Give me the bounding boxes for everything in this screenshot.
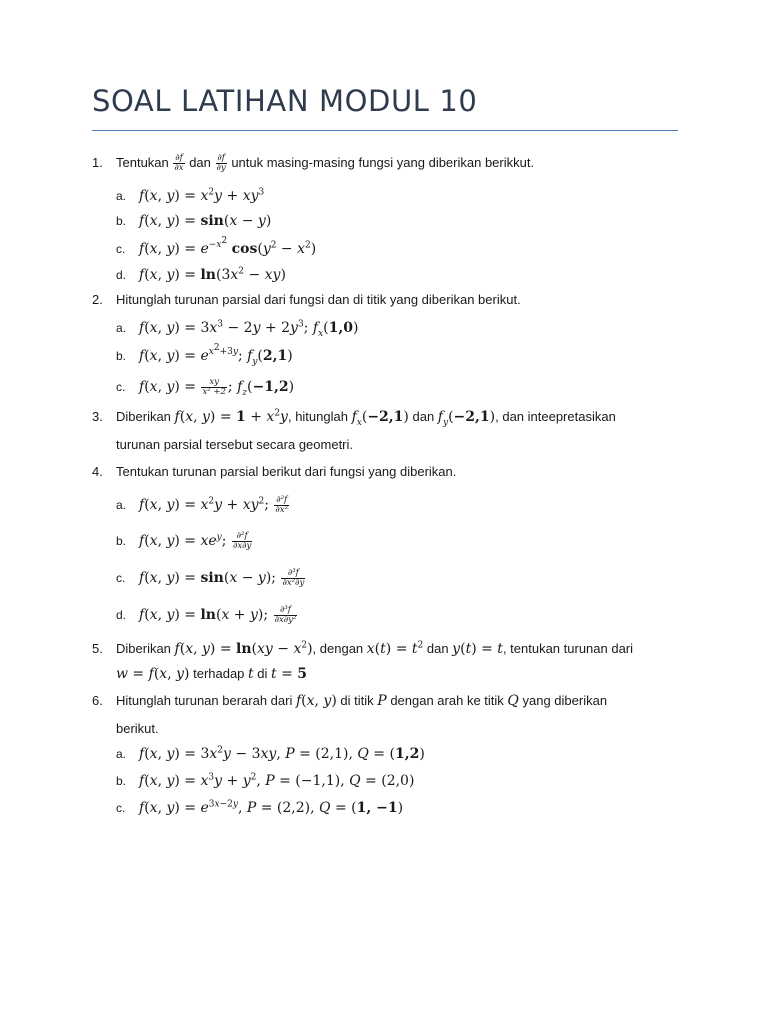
sub-item-letter: b. (116, 214, 127, 228)
sub-item-formula: f(x, $y) = x^3y + y^2$, P = (−1,1), Q = (2,0) (139, 772, 415, 789)
sub-item-letter: a. (116, 321, 127, 335)
problem-number: 5. (92, 641, 103, 656)
sub-item-formula: f(x, y) = $\frac{xy}{\text{x² +2}}$ ; $f_z(-1,2)$ (139, 376, 295, 398)
problem-number: 6. (92, 693, 103, 708)
sub-item-formula: f(x, y) = sin(x − y) (139, 213, 272, 229)
sub-item-formula: f(x, $y) = e^{-x^2}$ $\cos(y^2 - x^2)$ (139, 236, 317, 257)
sub-item-formula: f(x, y) = ln(x + y); $\frac{\text{∂³f}}{\text{∂x∂y²}}$ (139, 604, 297, 625)
problem-text: turunan parsial tersebut secara geometri. (116, 437, 354, 452)
page-title: SOAL LATIHAN MODUL 10 (92, 84, 478, 118)
sub-item-letter: d. (116, 268, 127, 282)
problem-text: Hitunglah turunan parsial dari fungsi dan di titik yang diberikan berikut. (116, 292, 521, 307)
problem-text: berikut. (116, 721, 159, 736)
sub-item-letter: a. (116, 189, 127, 203)
problem-text: Tentukan $\frac{\partial f}{\partial x}$ dan $\frac{\partial f}{\partial y}$ untuk masing-masing fungsi yang diberikan berikkut. (116, 153, 535, 174)
sub-item-formula: f(x, $y) = xe^y$; $\frac{\text{∂²f}}{\partial x\partial y}$ (139, 530, 252, 551)
sub-item-formula: f(x, $y) = 3x^3 - 2y + 2y^3$; $f_x(1,0)$ (139, 319, 359, 339)
sub-item-formula: f(x, $y) = e^{x^2+3y}$; $f_y(2,1)$ (139, 343, 293, 367)
sub-item-letter: a. (116, 498, 127, 512)
sub-item-formula: f(x, $y) = e^{3x-2y}$, P = (2,2), Q = (1, −1) (139, 799, 404, 816)
problem-text: Tentukan turunan parsial berikut dari fungsi yang diberikan. (116, 464, 457, 479)
sub-item-letter: c. (116, 242, 126, 256)
sub-item-letter: a. (116, 747, 127, 761)
sub-item-letter: c. (116, 801, 126, 815)
sub-item-letter: b. (116, 534, 127, 548)
sub-item-letter: d. (116, 608, 127, 622)
sub-item-letter: c. (116, 380, 126, 394)
problem-text: w = f(x, y) terhadap t di t = 5 (116, 666, 308, 682)
problem-number: 2. (92, 292, 103, 307)
sub-item-formula: f(x, $y) = x^2y + xy^3$ (139, 187, 265, 204)
title-underline (92, 130, 678, 131)
problem-number: 3. (92, 409, 103, 424)
problem-text: Diberikan f(x, $y) = 1 + x^2y$, hitunglah $f_x(-2,1)$ dan $f_y(-2,1)$, dan inteepretasikan (116, 408, 616, 428)
problem-text: Hitunglah turunan berarah dari f(x, y) di titik P dengan arah ke titik Q yang diberikan (116, 693, 608, 709)
sub-item-formula: f(x, y) = sin(x − y); $\frac{\text{∂³f}}{\text{∂x²∂y}}$ (139, 567, 305, 588)
problem-number: 4. (92, 464, 103, 479)
problem-text: Diberikan f(x, $y) = \ln(xy - x^2)$, dengan $x(t) = t^2$ dan y(t) = t, tentukan turunan dari (116, 640, 634, 657)
sub-item-letter: b. (116, 774, 127, 788)
problem-number: 1. (92, 155, 103, 170)
sub-item-formula: f(x, $y) = \ln(3x^2 - xy)$ (139, 266, 286, 283)
sub-item-formula: f(x, $y) = x^2y + xy^2$; $\frac{\text{∂²f}}{\text{∂x²}}$ (139, 494, 289, 515)
sub-item-letter: c. (116, 571, 126, 585)
sub-item-formula: f(x, $y) = 3x^2y - 3xy$, P = (2,1), Q = (1,2) (139, 745, 425, 762)
sub-item-letter: b. (116, 349, 127, 363)
